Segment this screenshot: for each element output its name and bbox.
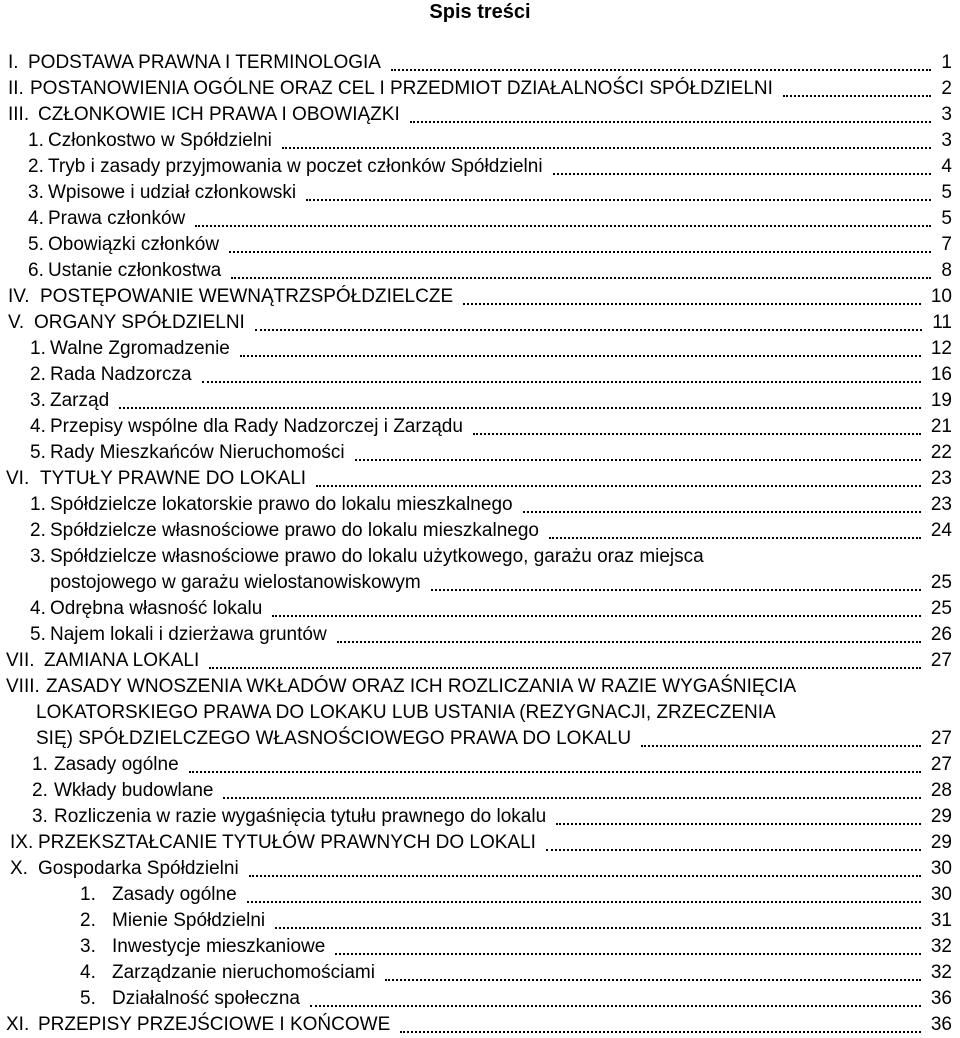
toc-entry[interactable]	[0, 700, 960, 726]
dot-leader	[189, 771, 921, 773]
toc-entry-page: 4	[941, 156, 952, 177]
toc-entry-number: 5.	[28, 234, 44, 255]
toc-entry-number: 4.	[30, 598, 46, 619]
dot-leader	[316, 485, 921, 487]
toc-entry[interactable]	[0, 934, 960, 960]
dot-leader	[410, 121, 932, 123]
toc-entry-title: TYTUŁY PRAWNE DO LOKALI	[40, 468, 307, 489]
toc-entry-page: 36	[930, 1014, 952, 1035]
toc-entry-page: 16	[930, 364, 952, 385]
toc-entry-title: POSTĘPOWANIE WEWNĄTRZSPÓŁDZIELCZE	[40, 286, 454, 307]
toc-entry-page: 1	[941, 52, 952, 73]
toc-entry-title: Wpisowe i udział członkowski	[48, 182, 297, 203]
toc-entry-number: 2.	[30, 520, 46, 541]
toc-entry-number: II.	[8, 78, 24, 99]
toc-entry-title: Rada Nadzorcza	[50, 364, 192, 385]
toc-entry-page: 26	[930, 624, 952, 645]
toc-entry[interactable]	[0, 206, 960, 232]
toc-entry-page: 8	[941, 260, 952, 281]
toc-entry[interactable]	[0, 336, 960, 362]
toc-entry[interactable]	[0, 232, 960, 258]
toc-entry-title: Najem lokali i dzierżawa gruntów	[50, 624, 327, 645]
toc-entry-number: 5.	[30, 442, 46, 463]
toc-entry-number: 3.	[30, 390, 46, 411]
toc-entry[interactable]	[0, 596, 960, 622]
toc-entry-number: 5.	[80, 988, 96, 1009]
toc-entry-number: 3.	[28, 182, 44, 203]
toc-entry-number: 2.	[28, 156, 44, 177]
toc-entry-page: 31	[930, 910, 952, 931]
toc-entry[interactable]	[0, 752, 960, 778]
toc-entry-page: 30	[930, 858, 952, 879]
toc-entry[interactable]	[0, 102, 960, 128]
toc-entry[interactable]	[0, 726, 960, 752]
toc-entry-title: Rozliczenia w razie wygaśnięcia tytułu prawnego do lokalu	[54, 806, 547, 827]
toc-entry-title: ZAMIANA LOKALI	[44, 650, 200, 671]
dot-leader	[549, 537, 921, 539]
toc-entry-title: Spółdzielcze własnościowe prawo do lokalu użytkowego, garażu oraz miejsca	[50, 546, 704, 567]
toc-entry-number: III.	[8, 104, 30, 125]
toc-entry[interactable]	[0, 284, 960, 310]
toc-entry-number: I.	[8, 52, 19, 73]
dot-leader	[229, 251, 931, 253]
toc-entry-number: VII.	[6, 650, 35, 671]
toc-entry-page: 19	[930, 390, 952, 411]
dot-leader	[553, 173, 932, 175]
toc-entry-page: 27	[930, 650, 952, 671]
toc-entry-number: 1.	[80, 884, 96, 905]
toc-entry[interactable]	[0, 882, 960, 908]
toc-entry-title: Mienie Spółdzielni	[112, 910, 266, 931]
toc-entry-title: Zarząd	[50, 390, 110, 411]
toc-entry-title: Spółdzielcze własnościowe prawo do lokalu mieszkalnego	[50, 520, 539, 541]
toc-entry-page: 2	[941, 78, 952, 99]
toc-entry-title: Obowiązki członków	[48, 234, 220, 255]
toc-entry-page: 10	[930, 286, 952, 307]
toc-entry-number: V.	[8, 312, 25, 333]
dot-leader	[231, 277, 931, 279]
toc-entry-number: 1.	[30, 494, 46, 515]
toc-entry-page: 24	[930, 520, 952, 541]
toc-entry-number: 6.	[28, 260, 44, 281]
toc-entry[interactable]	[0, 986, 960, 1012]
toc-entry-title: Tryb i zasady przyjmowania w poczet członków Spółdzielni	[48, 156, 543, 177]
toc-entry-page: 32	[930, 936, 952, 957]
toc-entry-title: Prawa członków	[48, 208, 186, 229]
toc-entry-title: Gospodarka Spółdzielni	[38, 858, 239, 879]
toc-entry[interactable]	[0, 180, 960, 206]
toc-entry-page: 23	[930, 468, 952, 489]
toc-entry-number: 4.	[28, 208, 44, 229]
dot-leader	[310, 1005, 921, 1007]
toc-entry[interactable]	[0, 50, 960, 76]
toc-entry[interactable]	[0, 830, 960, 856]
dot-leader	[431, 589, 921, 591]
toc-entry-page: 3	[941, 104, 952, 125]
toc-entry[interactable]	[0, 466, 960, 492]
toc-entry-number: 3.	[32, 806, 48, 827]
toc-entry-page: 5	[941, 182, 952, 203]
toc-entry-page: 23	[930, 494, 952, 515]
toc-entry-number: VIII.	[6, 676, 40, 697]
toc-entry-title: Walne Zgromadzenie	[50, 338, 230, 359]
toc-entry-title: ZASADY WNOSZENIA WKŁADÓW ORAZ ICH ROZLICZANIA W RAZIE WYGAŚNIĘCIA	[46, 676, 797, 697]
dot-leader	[337, 641, 921, 643]
toc-entry[interactable]	[0, 908, 960, 934]
toc-entry-title: PODSTAWA PRAWNA I TERMINOLOGIA	[28, 52, 381, 73]
toc-entry-page: 5	[941, 208, 952, 229]
dot-leader	[391, 69, 931, 71]
dot-leader	[783, 95, 932, 97]
dot-leader	[306, 199, 931, 201]
document-title: Spis treści	[429, 1, 531, 23]
toc-entry-number: XI.	[6, 1014, 30, 1035]
toc-entry-title: Zasady ogólne	[112, 884, 237, 905]
toc-entry[interactable]	[0, 674, 960, 700]
toc-entry[interactable]	[0, 622, 960, 648]
toc-entry-title: POSTANOWIENIA OGÓLNE ORAZ CEL I PRZEDMIOT DZIAŁALNOŚCI SPÓŁDZIELNI	[30, 78, 773, 99]
toc-entry-page: 32	[930, 962, 952, 983]
dot-leader	[249, 875, 921, 877]
toc-entry-number: X.	[10, 858, 28, 879]
toc-entry-page: 28	[930, 780, 952, 801]
toc-entry-number: 2.	[30, 364, 46, 385]
dot-leader	[556, 823, 921, 825]
dot-leader	[240, 355, 921, 357]
toc-entry-page: 12	[930, 338, 952, 359]
dot-leader	[209, 667, 921, 669]
toc-entry[interactable]	[0, 310, 960, 336]
toc-entry-number: 1.	[28, 130, 44, 151]
toc-entry-number: 1.	[30, 338, 46, 359]
toc-entry-page: 25	[930, 598, 952, 619]
dot-leader	[523, 511, 921, 513]
toc-entry[interactable]	[0, 778, 960, 804]
toc-entry-title: Działalność społeczna	[112, 988, 300, 1009]
toc-entry-number: 3.	[80, 936, 96, 957]
toc-entry-number: IV.	[8, 286, 30, 307]
dot-leader	[195, 225, 931, 227]
toc-entry[interactable]	[0, 856, 960, 882]
toc-entry-page: 36	[930, 988, 952, 1009]
toc-entry-page: 25	[930, 572, 952, 593]
toc-entry[interactable]	[0, 76, 960, 102]
toc-entry[interactable]	[0, 154, 960, 180]
toc-entry-page: 27	[930, 728, 952, 749]
dot-leader	[119, 407, 921, 409]
toc-entry-page: 29	[930, 806, 952, 827]
toc-entry-number: 5.	[30, 624, 46, 645]
toc-entry-title: Wkłady budowlane	[54, 780, 214, 801]
dot-leader	[223, 797, 920, 799]
toc-entry-number: 1.	[32, 754, 48, 775]
toc-entry-number: 3.	[30, 546, 46, 567]
dot-leader	[463, 303, 921, 305]
toc-entry[interactable]	[0, 440, 960, 466]
toc-entry-page: 11	[932, 312, 952, 333]
toc-entry-page: 29	[930, 832, 952, 853]
dot-leader	[385, 979, 921, 981]
dot-leader	[355, 459, 921, 461]
toc-entry-number: 4.	[80, 962, 96, 983]
toc-entry[interactable]	[0, 518, 960, 544]
toc-entry-page: 22	[930, 442, 952, 463]
toc-entry-title: LOKATORSKIEGO PRAWA DO LOKAKU LUB USTANIA (REZYGNACJI, ZRZECZENIA	[36, 702, 776, 723]
toc-entry-title: Odrębna własność lokalu	[50, 598, 263, 619]
toc-entry-title: Ustanie członkostwa	[48, 260, 222, 281]
toc-entry-number: 4.	[30, 416, 46, 437]
dot-leader	[335, 953, 921, 955]
toc-entry[interactable]	[0, 570, 960, 596]
toc-entry[interactable]	[0, 388, 960, 414]
dot-leader	[546, 849, 921, 851]
toc-entry-page: 27	[930, 754, 952, 775]
toc-entry-title: PRZEKSZTAŁCANIE TYTUŁÓW PRAWNYCH DO LOKALI	[38, 832, 536, 853]
toc-entry-title: postojowego w garażu wielostanowiskowym	[50, 572, 421, 593]
dot-leader	[272, 615, 921, 617]
toc-entry-title: Zarządzanie nieruchomościami	[112, 962, 375, 983]
toc-entry[interactable]	[0, 648, 960, 674]
toc-entry-number: IX.	[10, 832, 34, 853]
toc-entry-title: Inwestycje mieszkaniowe	[112, 936, 326, 957]
toc-entry-title: Rady Mieszkańców Nieruchomości	[50, 442, 345, 463]
dot-leader	[473, 433, 921, 435]
toc-entry[interactable]	[0, 128, 960, 154]
toc-entry-number: 2.	[32, 780, 48, 801]
toc-entry[interactable]	[0, 362, 960, 388]
toc-entry[interactable]	[0, 492, 960, 518]
toc-entry-title: Członkostwo w Spółdzielni	[48, 130, 272, 151]
dot-leader	[247, 901, 921, 903]
toc-entry[interactable]	[0, 1012, 960, 1038]
toc-entry-title: Przepisy wspólne dla Rady Nadzorczej i Zarządu	[50, 416, 463, 437]
toc-entry[interactable]	[0, 804, 960, 830]
toc-entry-title: Spółdzielcze lokatorskie prawo do lokalu mieszkalnego	[50, 494, 513, 515]
toc-entry-page: 3	[941, 130, 952, 151]
toc-entry-number: 2.	[80, 910, 96, 931]
dot-leader	[255, 329, 922, 331]
toc-entry-title: PRZEPISY PRZEJŚCIOWE I KOŃCOWE	[38, 1014, 391, 1035]
toc-entry-number: VI.	[6, 468, 30, 489]
toc-entry-title: Zasady ogólne	[54, 754, 179, 775]
toc-entry[interactable]	[0, 544, 960, 570]
toc-entry-title: ORGANY SPÓŁDZIELNI	[34, 312, 245, 333]
toc-entry-title: SIĘ) SPÓŁDZIELCZEGO WŁASNOŚCIOWEGO PRAWA DO LOKALU	[36, 728, 632, 749]
toc-entry-page: 7	[941, 234, 952, 255]
toc-entry-title: CZŁONKOWIE ICH PRAWA I OBOWIĄZKI	[38, 104, 400, 125]
toc-entry-page: 21	[930, 416, 952, 437]
dot-leader	[202, 381, 921, 383]
toc-entry[interactable]	[0, 960, 960, 986]
toc-entry-page: 30	[930, 884, 952, 905]
dot-leader	[275, 927, 921, 929]
toc-entry[interactable]	[0, 258, 960, 284]
dot-leader	[641, 745, 921, 747]
dot-leader	[282, 147, 932, 149]
toc-entry[interactable]	[0, 414, 960, 440]
